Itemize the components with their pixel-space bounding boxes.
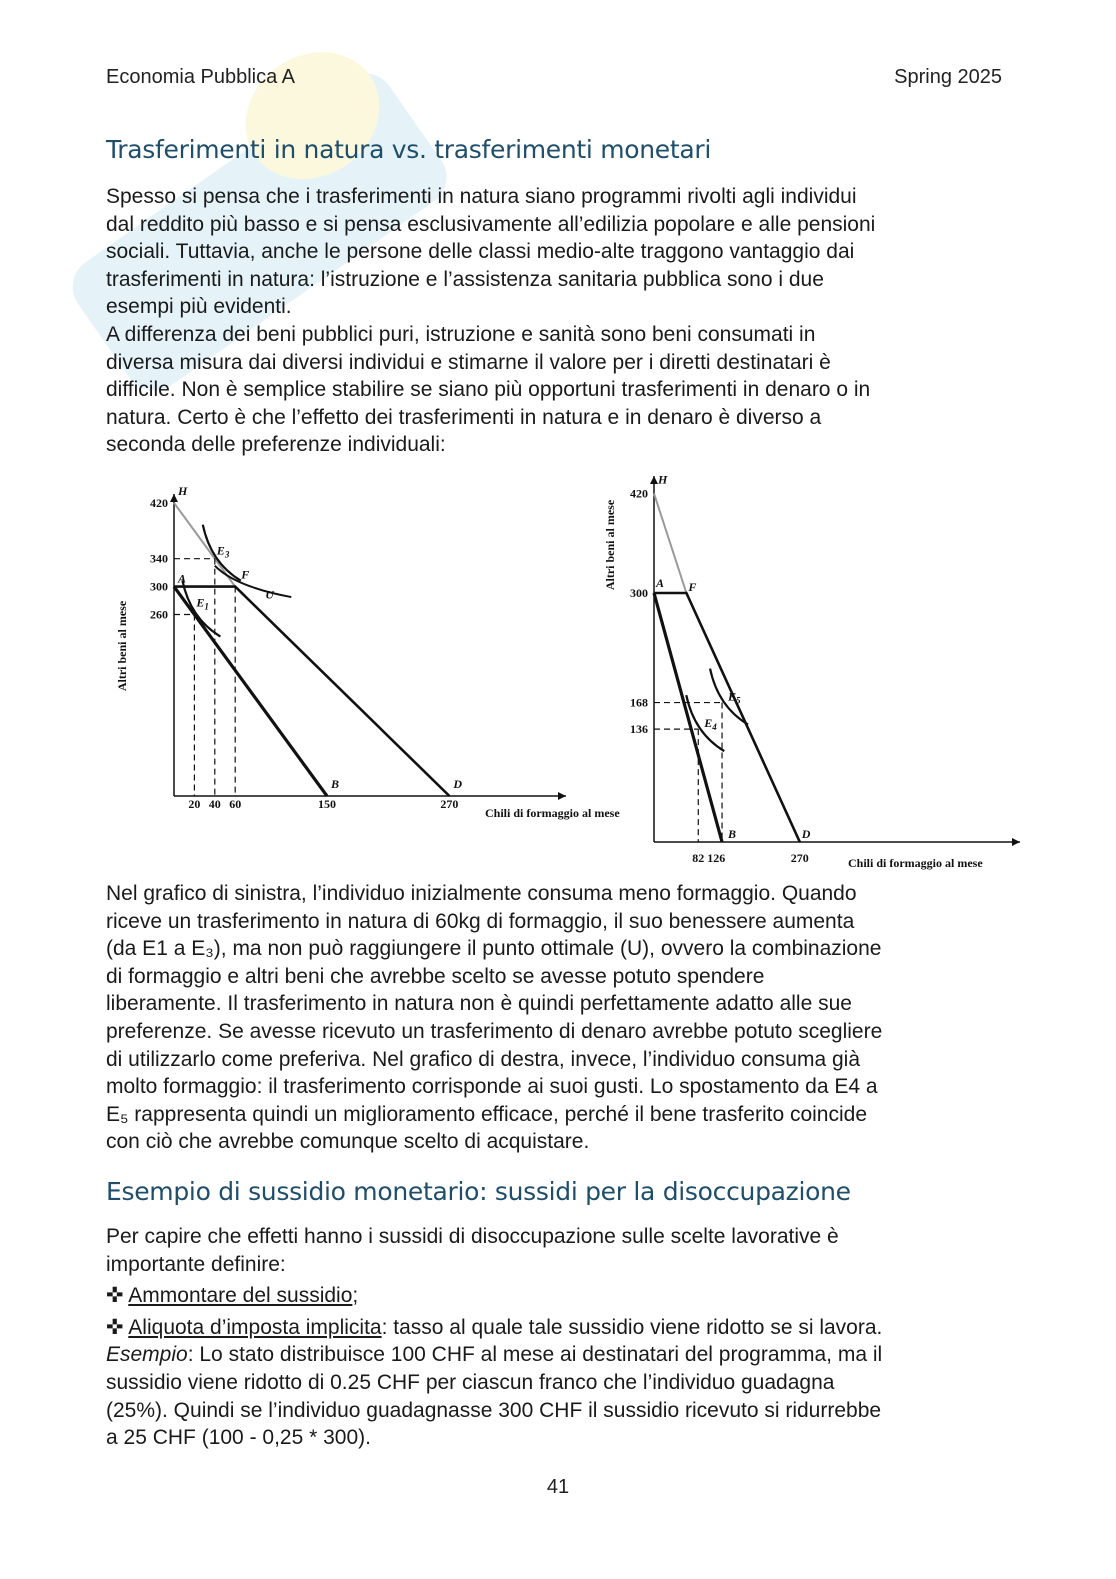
text-line: liberamente. Il trasferimento in natura non è quindi perfettamente adatto alle sue	[106, 992, 852, 1016]
x-axis-label: Chili di formaggio al mese	[485, 806, 620, 820]
chart-right	[600, 470, 1030, 880]
intro-line: importante definire:	[106, 1252, 286, 1276]
point-label-b: B	[728, 827, 737, 841]
point-label-u: U	[265, 587, 274, 602]
intro-line: Per capire che effetti hanno i sussidi di disoccupazione sulle scelte lavorative è	[106, 1225, 839, 1248]
point-label-e4-letter: E	[704, 716, 713, 731]
text-line: sociali. Tuttavia, anche le persone delle classi medio-alte traggono vantaggio dai	[106, 240, 855, 264]
point-label-e5-letter: E	[728, 689, 737, 704]
point-label-a: A	[178, 571, 187, 586]
y-tick-label: 136	[630, 722, 648, 737]
course-title: Economia Pubblica A	[106, 66, 296, 88]
text-line: esempi più evidenti.	[106, 295, 292, 319]
point-label-e1-subscript: 1	[204, 601, 209, 612]
y-axis-label: Altri beni al mese	[603, 499, 617, 591]
point-label-d: D	[801, 827, 811, 841]
example-line: (25%). Quindi se l’individuo guadagnasse 300 CHF il sussidio ricevuto si ridurrebbe	[106, 1398, 882, 1422]
bullet-label: Ammontare del sussidio	[128, 1284, 353, 1308]
paragraph-unemployment	[106, 1223, 1006, 1452]
x-tick-label: 40	[208, 797, 221, 811]
point-label-h: H	[178, 483, 188, 498]
text-line: (da E1 a E₃), ma non può raggiungere il punto ottimale (U), ovvero la combinazione	[106, 937, 882, 961]
bullet-icon: ✜	[106, 1314, 124, 1339]
y-tick-label: 168	[630, 695, 648, 710]
x-tick-label: 20	[188, 797, 201, 811]
point-label-f: F	[241, 567, 250, 582]
point-label-e4	[703, 716, 717, 732]
point-label-h: H	[658, 472, 668, 487]
example-label: Esempio	[106, 1343, 188, 1367]
text-line: trasferimenti in natura: l’istruzione e l’assistenza sanitaria pubblica sono i due	[106, 267, 824, 291]
text-line: riceve un trasferimento in natura di 60kg di formaggio, il suo benessere aumenta	[106, 909, 855, 933]
budget-line-afd	[654, 593, 800, 842]
text-line: preferenze. Se avesse ricevuto un trasferimento di denaro avrebbe potuto scegliere	[106, 1019, 883, 1043]
bullet-item	[106, 1282, 1006, 1310]
x-tick-label: 60	[229, 797, 242, 811]
example-line: a 25 CHF (100 - 0,25 * 300).	[106, 1426, 371, 1450]
x-axis-arrow	[558, 792, 566, 800]
point-label-f: F	[688, 580, 697, 594]
example-line	[106, 1341, 1006, 1369]
y-axis-label: Altri beni al mese	[115, 600, 129, 692]
x-tick-label: 150	[318, 797, 336, 811]
point-label-d: D	[453, 777, 463, 791]
y-tick-label: 340	[150, 551, 168, 566]
page-header	[106, 66, 1002, 89]
point-label-e1	[195, 596, 209, 612]
paragraph-intro	[106, 183, 1006, 459]
text-line: seconda delle preferenze individuali:	[106, 433, 446, 457]
point-label-e3-letter: E	[216, 543, 225, 558]
bullet-icon: ✜	[106, 1283, 124, 1308]
semester: Spring 2025	[894, 66, 1002, 88]
text-line: molto formaggio: il trasferimento corrisponde ai suoi gusti. Lo spostamento da E4 a	[106, 1075, 878, 1099]
text-line: di utilizzarlo come preferiva. Nel grafico di destra, invece, l’individuo consuma già	[106, 1047, 861, 1071]
x-axis-label: Chili di formaggio al mese	[848, 856, 983, 870]
bullet-item	[106, 1314, 1006, 1342]
text-line: di formaggio e altri beni che avrebbe scelto se avesse potuto spendere	[106, 964, 765, 988]
text-line: natura. Certo è che l’effetto dei trasferimenti in natura e in denaro è diverso a	[106, 405, 822, 429]
point-label-e5-subscript: 5	[736, 695, 741, 706]
text-line: Spesso si pensa che i trasferimenti in natura siano programmi rivolti agli individui	[106, 185, 857, 208]
x-tick-label: 82 126	[692, 851, 726, 865]
bullet-suffix: ;	[352, 1284, 359, 1308]
bullet-suffix: : tasso al quale tale sussidio viene ridotto se si lavora.	[381, 1315, 883, 1339]
budget-line-ab	[174, 587, 327, 796]
chart-left	[106, 483, 620, 826]
point-label-e1-letter: E	[196, 595, 205, 610]
bullet-label: Aliquota d’imposta implicita	[128, 1315, 382, 1339]
text-line: E₅ rappresenta quindi un miglioramento efficace, perché il bene trasferito coincide	[106, 1102, 868, 1126]
text-line: diversa misura dai diversi individui e stimarne il valore per i diretti destinatari è	[106, 350, 831, 374]
y-tick-label: 420	[150, 495, 168, 510]
paragraph-analysis	[106, 880, 1006, 1156]
x-tick-label: 270	[440, 797, 459, 811]
point-label-a: A	[656, 576, 665, 590]
section-title-transfers: Trasferimenti in natura vs. trasferimenti monetari	[106, 135, 712, 164]
text-line: A differenza dei beni pubblici puri, istruzione e sanità sono beni consumati in	[106, 322, 816, 346]
text-line: Nel grafico di sinistra, l’individuo inizialmente consuma meno formaggio. Quando	[106, 882, 857, 905]
point-label-e3-subscript: 3	[224, 549, 230, 560]
y-tick-label: 300	[150, 579, 168, 594]
y-tick-label: 300	[630, 586, 648, 600]
text-line: difficile. Non è semplice stabilire se siano più opportuni trasferimenti in denaro o in	[106, 378, 871, 402]
y-tick-label: 260	[150, 607, 168, 622]
point-label-b: B	[331, 777, 340, 791]
section-title-unemployment: Esempio di sussidio monetario: sussidi per la disoccupazione	[106, 1177, 851, 1206]
page-number: 41	[546, 1476, 570, 1498]
point-label-e4-subscript: 4	[712, 722, 717, 733]
point-label-e3	[216, 544, 230, 560]
y-axis-arrow	[170, 494, 178, 502]
point-label-e5	[727, 690, 741, 706]
y-tick-label: 420	[630, 486, 648, 501]
text-line: dal reddito più basso e si pensa esclusivamente all’edilizia popolare e alle pensioni	[106, 212, 876, 236]
x-axis-arrow	[1012, 838, 1020, 846]
text-line: con ciò che avrebbe comunque scelto di acquistare.	[106, 1130, 590, 1154]
y-axis-arrow	[650, 476, 658, 484]
example-text: : Lo stato distribuisce 100 CHF al mese ai destinatari del programma, ma il	[187, 1343, 883, 1367]
x-tick-label: 270	[790, 851, 809, 865]
example-line: sussidio viene ridotto di 0.25 CHF per ciascun franco che l’individuo guadagna	[106, 1370, 835, 1394]
